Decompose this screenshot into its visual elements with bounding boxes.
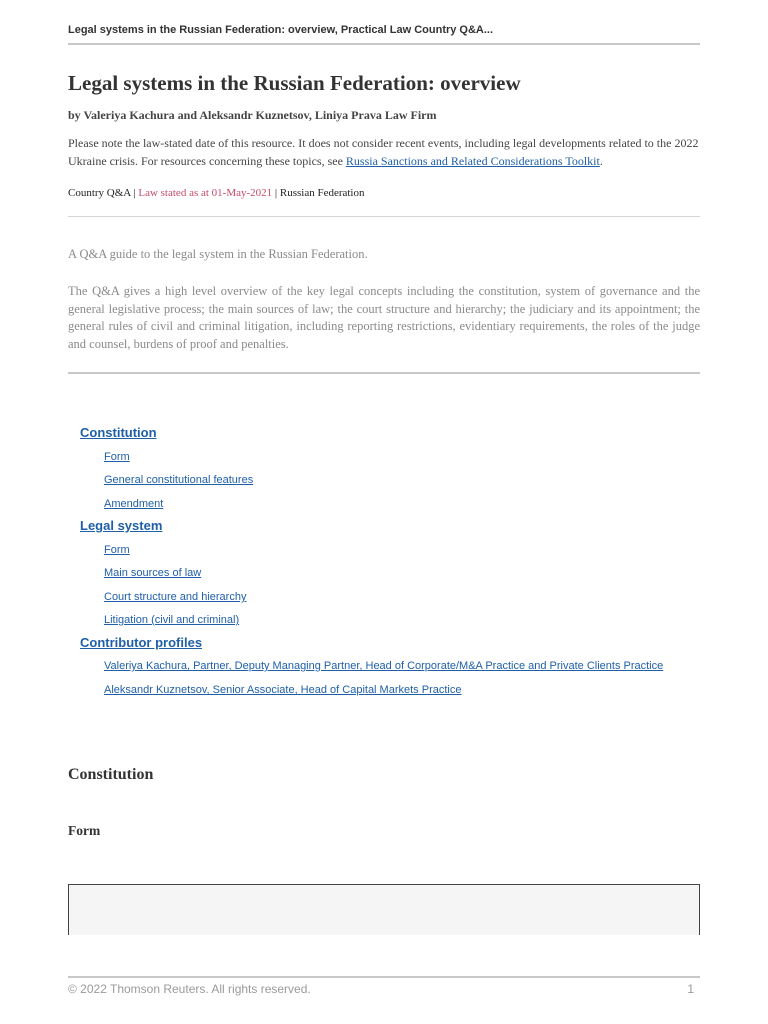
toc-constitution[interactable]: Constitution — [80, 425, 157, 440]
abstract-intro: A Q&A guide to the legal system in the Russian Federation. — [68, 247, 368, 261]
running-head: Legal systems in the Russian Federation: overview, Practical Law Country Q&A... — [68, 24, 494, 36]
toc-item-amendment[interactable]: Amendment — [104, 498, 164, 510]
copyright-notice: © 2022 Thomson Reuters. All rights reserved. — [68, 982, 311, 996]
toc-legal-system[interactable]: Legal system — [80, 518, 163, 533]
toc-item-court-structure[interactable]: Court structure and hierarchy — [104, 591, 247, 603]
header-divider — [68, 43, 700, 45]
notice-text: Please note the law-stated date of this resource. It does not consider recent events, including legal developments related to the 2022 Ukraine crisis. For resources concerning these topics, see — [68, 136, 699, 168]
subsection-heading: Form — [68, 823, 101, 838]
authors-line: by Valeriya Kachura and Aleksandr Kuznetsov, Liniya Prava Law Firm — [68, 108, 437, 122]
meta-separator: | — [130, 187, 139, 199]
toc-item-legal-system-form[interactable]: Form — [104, 544, 130, 556]
meta-divider — [68, 216, 700, 217]
section-heading: Constitution — [68, 766, 154, 783]
law-stated-notice — [68, 134, 700, 170]
toc-item-general-constitutional-features[interactable]: General constitutional features — [104, 474, 254, 486]
page-number: 1 — [687, 982, 694, 996]
law-stated-date: Law stated as at 01-May-2021 — [138, 187, 273, 199]
toc-item-contributor-kuznetsov[interactable]: Aleksandr Kuznetsov, Senior Associate, Head of Capital Markets Practice — [104, 684, 462, 696]
toc-item-constitution-form[interactable]: Form — [104, 451, 130, 463]
footer-divider — [68, 976, 700, 978]
resource-type: Country Q&A — [68, 187, 131, 199]
toc-contributor-profiles[interactable]: Contributor profiles — [80, 635, 203, 650]
notice-end: . — [599, 154, 603, 168]
document-title: Legal systems in the Russian Federation: overview — [68, 71, 521, 95]
meta-separator: | — [272, 187, 280, 199]
sanctions-toolkit-link[interactable]: Russia Sanctions and Related Considerations Toolkit — [345, 154, 600, 168]
resource-meta — [68, 187, 365, 199]
content-box — [68, 884, 700, 935]
abstract-summary: The Q&A gives a high level overview of the key legal concepts including the constitution, system of governance and the general legislative process; the main sources of law; the court structure and hierarchy; the judiciary and its appointment; the general rules of civil and criminal litigation, including reporting restrictions, evidentiary requirements, the roles of the judge and counsel, burdens of proof and penalties. — [68, 284, 700, 351]
jurisdiction: Russian Federation — [279, 187, 365, 199]
abstract-divider — [68, 372, 700, 374]
toc-item-main-sources-of-law[interactable]: Main sources of law — [104, 567, 202, 579]
toc-item-litigation[interactable]: Litigation (civil and criminal) — [104, 614, 240, 626]
toc-item-contributor-kachura[interactable]: Valeriya Kachura, Partner, Deputy Managing Partner, Head of Corporate/M&A Practice and Private Clients Practice — [104, 660, 664, 672]
